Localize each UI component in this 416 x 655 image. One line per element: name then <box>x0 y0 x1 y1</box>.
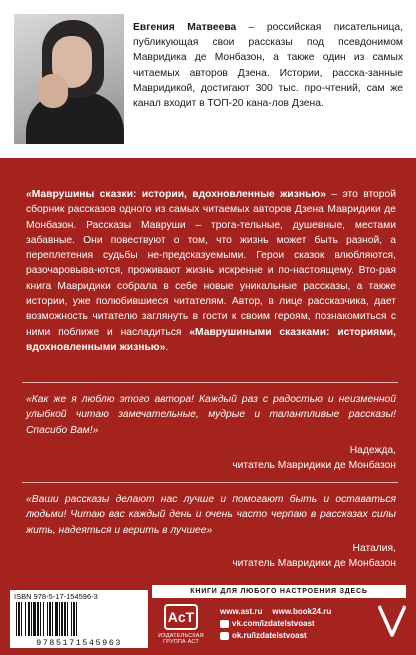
barcode <box>10 590 148 648</box>
divider <box>22 382 398 383</box>
author-bio <box>133 20 403 111</box>
reviewer-name: Наталия, <box>352 543 396 554</box>
link-vk[interactable]: vk.com/izdatelstvoast <box>232 619 315 628</box>
author-panel <box>0 0 416 158</box>
link-ast[interactable]: www.ast.ru <box>220 607 263 616</box>
link-book24[interactable]: www.book24.ru <box>272 607 332 616</box>
divider <box>22 482 398 483</box>
publisher-links <box>220 606 370 642</box>
barcode-bars <box>16 602 142 636</box>
book-title-bold: «Маврушины сказки: истории, вдохновленные жизнью» <box>26 189 326 200</box>
author-photo <box>14 14 124 144</box>
reviewer-name: Надежда, <box>349 445 396 456</box>
ean-number: 9785171545963 <box>36 638 122 648</box>
description-end: . <box>165 341 169 353</box>
tagline-banner: КНИГИ ДЛЯ ЛЮБОГО НАСТРОЕНИЯ ЗДЕСЬ <box>152 585 406 598</box>
review-quote-1: «Как же я люблю этого автора! Каждый раз с радостью и неизменной улыбкой читаю замечательные, мудрые и талантливые рассказы! Спасибо Вам!» <box>26 394 396 436</box>
review-quote-2: «Ваши рассказы делают нас лучше и помогают быть и оставаться людьми! Читаю вас каждый день и очень часто черпаю в рассказах силы жить, надеяться и верить в лучшее» <box>26 494 396 536</box>
reviewer-role: читатель Мавридики де Монбазон <box>232 460 396 472</box>
author-bio-text: – российская писательница, публикующая свои рассказы под псевдонимом Мавридика де Монбазон, а также один из самых читаемых авторов Дзена. Истории, расска-занные Мавридикой, достигают 300 тыс. про-чтений, сам же канал входит в ТОП-20 кана-лов Дзена. <box>133 22 403 110</box>
book-description <box>26 187 396 355</box>
review-signature-2 <box>96 541 396 572</box>
description-text: – это второй сборник рассказов одного из самых читаемых авторов Дзена Мавридики де Монбазон. Рассказы Мавруши – трога-тельные, душевные, местами забавные. Они повествуют о том, что жизнь может быть разной, а переплетения судьбы не-предсказуемыми. Герои сказок влюбляются, разочаровыва-ются, проживают жизнь искренне и по-настоящему. Вто-рая книга Мавридики собрала в себе новые уникальные рассказы, а также истории, уже полюбившиеся читателям. Автор, в лице рассказчика, дает возможность читателю заглянуть в гости к своим героям, познакомиться с ними поближе и насладиться <box>26 189 396 338</box>
ast-logo-icon: AcT <box>164 604 198 630</box>
ok-icon <box>220 632 229 640</box>
publisher-name: ИЗДАТЕЛЬСКАЯ ГРУППА АСТ <box>158 633 204 645</box>
link-ok[interactable]: ok.ru/izdatelstvoast <box>232 631 307 640</box>
review-signature-1 <box>96 443 396 474</box>
v-logo-icon <box>378 603 406 637</box>
book-title-closing: «Маврушиными сказками: историями, вдохновленными жизнью» <box>26 326 397 353</box>
isbn-number: ISBN 978-5-17-154596-3 <box>14 592 98 601</box>
reviewer-role: читатель Мавридики де Монбазон <box>232 558 396 570</box>
vk-icon <box>220 620 229 628</box>
publisher-logo <box>150 604 212 645</box>
author-name: Евгения Матвеева <box>133 22 237 33</box>
